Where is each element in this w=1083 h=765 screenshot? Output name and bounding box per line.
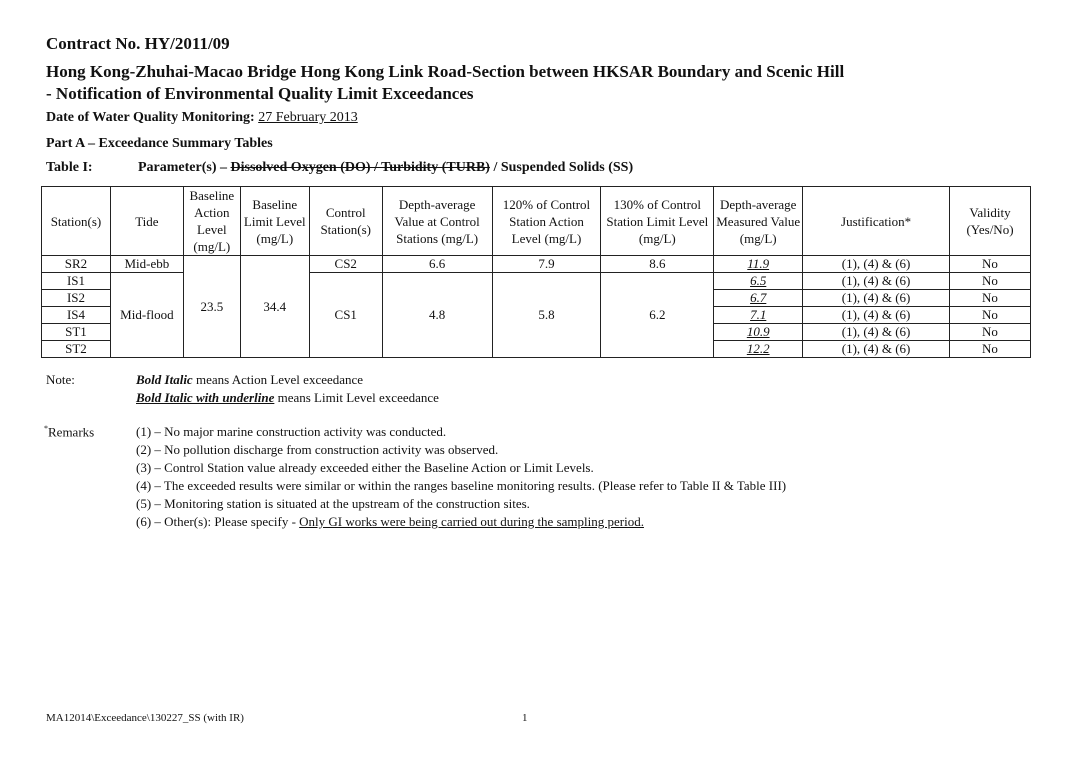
validity-cell: No: [949, 341, 1030, 358]
station-cell: IS2: [42, 290, 111, 307]
header-depth-average-control: Depth-average Value at Control Stations (mg/L): [382, 187, 492, 256]
station-cell: IS1: [42, 273, 111, 290]
depth-average-control-cell: 4.8: [382, 273, 492, 358]
footer-file-path: MA12014\Exceedance\130227_SS (with IR): [46, 712, 244, 724]
table-header-row: [42, 187, 1031, 256]
header-130-limit: 130% of Control Station Limit Level (mg/L): [601, 187, 714, 256]
measured-value-cell: 10.9: [714, 324, 803, 341]
limit-130-cell: 8.6: [601, 256, 714, 273]
validity-cell: No: [949, 256, 1030, 273]
validity-cell: No: [949, 307, 1030, 324]
header-tide: Tide: [110, 187, 183, 256]
justification-cell: (1), (4) & (6): [803, 307, 950, 324]
remarks-label: [44, 424, 94, 440]
remark-item: (4) – The exceeded results were similar or within the ranges baseline monitoring results. (Please refer to Table II & Table III): [136, 478, 787, 493]
remark-item-other: [136, 514, 644, 530]
action-120-cell: 5.8: [492, 273, 601, 358]
note-label: Note:: [46, 372, 75, 387]
parameter-struck: Dissolved Oxygen (DO) / Turbidity (TURB): [230, 160, 490, 175]
tide-cell: Mid-ebb: [110, 256, 183, 273]
justification-cell: (1), (4) & (6): [803, 324, 950, 341]
header-120-action: 120% of Control Station Action Level (mg/L): [492, 187, 601, 256]
header-control-station: Control Station(s): [309, 187, 382, 256]
header-depth-average-measured: Depth-average Measured Value (mg/L): [714, 187, 803, 256]
page-number: 1: [522, 712, 528, 724]
exceedance-table: [41, 186, 1031, 358]
remark-item: (3) – Control Station value already exceeded either the Baseline Action or Limit Levels.: [136, 460, 594, 475]
control-station-cell: CS1: [309, 273, 382, 358]
table-row: [42, 256, 1031, 273]
station-cell: ST2: [42, 341, 111, 358]
note-limit-level: [136, 390, 439, 406]
note-action-text: means Action Level exceedance: [192, 372, 364, 387]
document-subtitle: - Notification of Environmental Quality Limit Exceedances: [46, 84, 474, 103]
baseline-limit-cell: 34.4: [240, 256, 309, 358]
station-cell: SR2: [42, 256, 111, 273]
table-label: Table I:: [46, 160, 93, 175]
remark-item: (5) – Monitoring station is situated at the upstream of the construction sites.: [136, 496, 530, 511]
header-validity: Validity (Yes/No): [949, 187, 1030, 256]
document-title: Hong Kong-Zhuhai-Macao Bridge Hong Kong Link Road-Section between HKSAR Boundary and Scenic Hill: [46, 62, 845, 81]
justification-cell: (1), (4) & (6): [803, 273, 950, 290]
parameter-prefix: Parameter(s) –: [138, 160, 231, 175]
station-cell: ST1: [42, 324, 111, 341]
measured-value-cell: 6.5: [714, 273, 803, 290]
remarks-label-text: Remarks: [48, 424, 95, 440]
remarks-asterisk: *: [44, 424, 48, 433]
note-action-level: [136, 372, 363, 388]
action-120-cell: 7.9: [492, 256, 601, 273]
tide-cell: Mid-flood: [110, 273, 183, 358]
justification-cell: (1), (4) & (6): [803, 341, 950, 358]
control-station-cell: CS2: [309, 256, 382, 273]
remark-other-value: Only GI works were being carried out during the sampling period.: [299, 514, 644, 529]
measured-value-cell: 12.2: [714, 341, 803, 358]
table-title: [46, 160, 633, 176]
note-action-emphasis: Bold Italic: [136, 372, 193, 387]
header-baseline-limit: Baseline Limit Level (mg/L): [240, 187, 309, 256]
note-limit-text: means Limit Level exceedance: [274, 390, 439, 405]
depth-average-control-cell: 6.6: [382, 256, 492, 273]
station-cell: IS4: [42, 307, 111, 324]
validity-cell: No: [949, 290, 1030, 307]
justification-cell: (1), (4) & (6): [803, 256, 950, 273]
header-baseline-action: Baseline Action Level (mg/L): [183, 187, 240, 256]
limit-130-cell: 6.2: [601, 273, 714, 358]
remark-item: (1) – No major marine construction activity was conducted.: [136, 424, 447, 439]
measured-value-cell: 6.7: [714, 290, 803, 307]
header-justification: Justification*: [803, 187, 950, 256]
contract-number: Contract No. HY/2011/09: [46, 34, 230, 53]
parameter-active: / Suspended Solids (SS): [489, 160, 634, 175]
baseline-action-cell: 23.5: [183, 256, 240, 358]
remark-item: (2) – No pollution discharge from construction activity was observed.: [136, 442, 499, 457]
validity-cell: No: [949, 273, 1030, 290]
header-station: Station(s): [42, 187, 111, 256]
measured-value-cell: 11.9: [714, 256, 803, 273]
part-a-heading: Part A – Exceedance Summary Tables: [46, 136, 273, 151]
justification-cell: (1), (4) & (6): [803, 290, 950, 307]
date-value: 27 February 2013: [258, 110, 358, 125]
remark-other-prefix: (6) – Other(s): Please specify -: [136, 514, 300, 529]
note-limit-emphasis: Bold Italic with underline: [136, 390, 275, 405]
validity-cell: No: [949, 324, 1030, 341]
date-label: Date of Water Quality Monitoring:: [46, 110, 255, 125]
monitoring-date: [46, 110, 358, 126]
measured-value-cell: 7.1: [714, 307, 803, 324]
